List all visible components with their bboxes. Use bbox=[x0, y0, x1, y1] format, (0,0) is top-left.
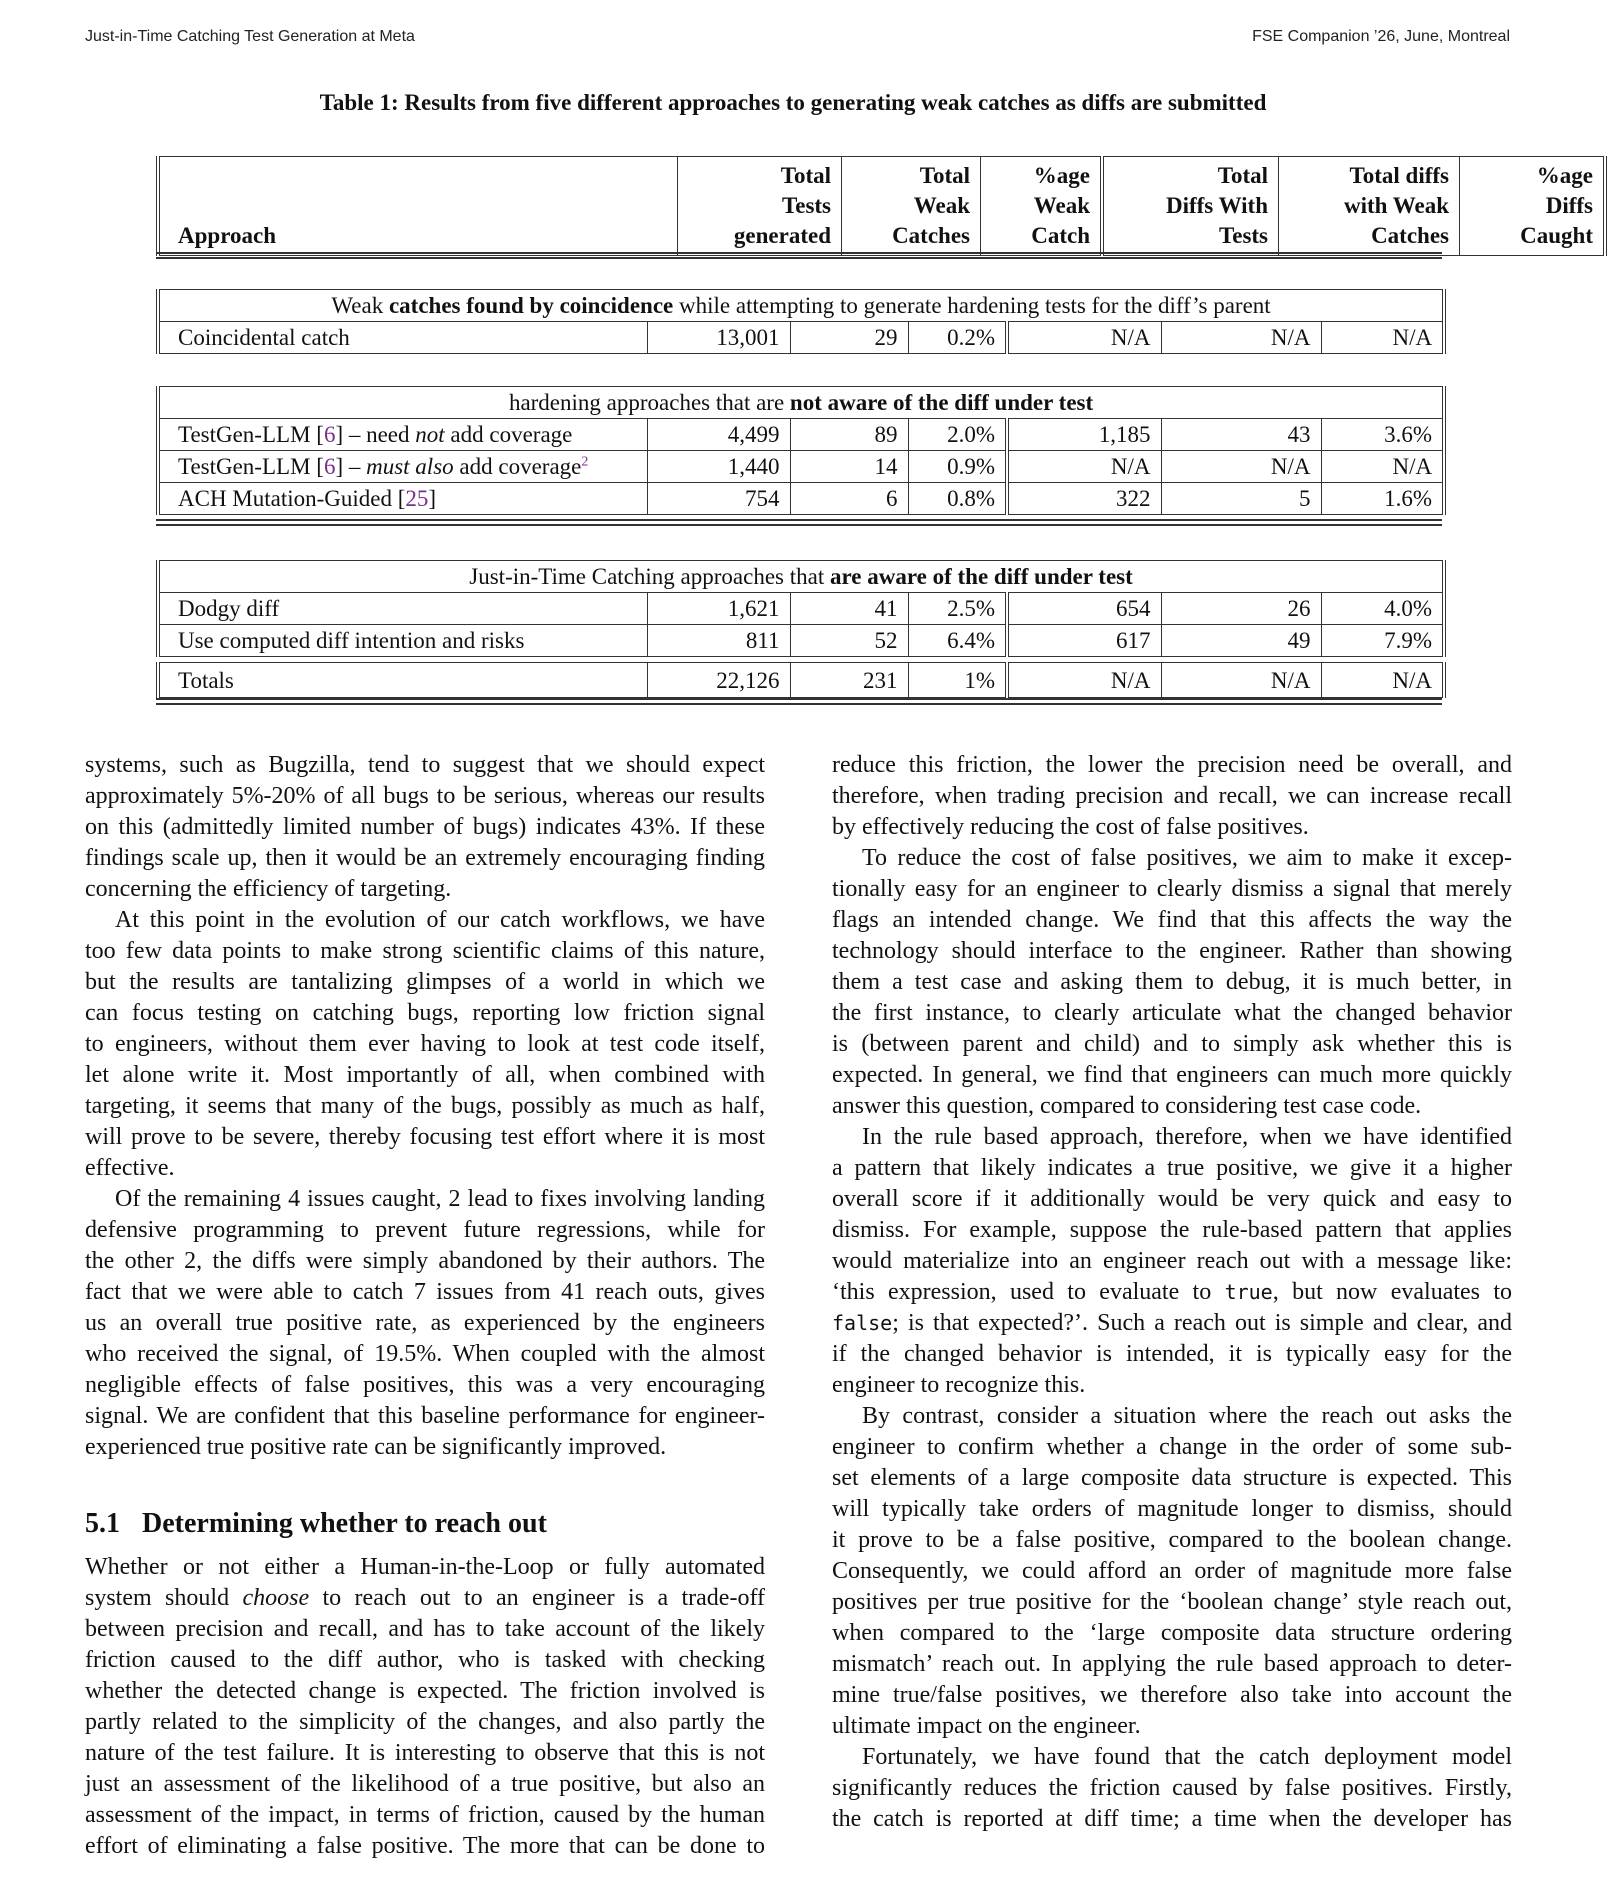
text-line: set elements of a large composite data structure is expected. This bbox=[832, 1465, 1512, 1491]
group-totals bbox=[156, 662, 1442, 698]
citation-link[interactable]: 25 bbox=[405, 486, 429, 511]
table-cell: N/A bbox=[1007, 663, 1161, 698]
table-header-block bbox=[156, 156, 1593, 256]
paragraph bbox=[832, 1122, 1512, 1401]
paragraph bbox=[85, 750, 765, 905]
table-cell: 811 bbox=[647, 625, 790, 657]
group-title-row bbox=[158, 561, 1444, 593]
text-run: ; is that expected?’. Such a reach out is simple and clear, and bbox=[892, 1310, 1512, 1336]
group-coincidental bbox=[156, 289, 1442, 354]
text-line: In the rule based approach, therefore, when we have identified bbox=[862, 1124, 1512, 1150]
paragraph bbox=[85, 1184, 765, 1463]
text-run: ] – bbox=[335, 454, 367, 479]
text-line: significantly reduces the friction caused by false positives. Firstly, bbox=[832, 1775, 1512, 1801]
table-cell: 26 bbox=[1161, 593, 1321, 625]
approach-cell bbox=[158, 483, 647, 515]
text-line: engineer to recognize this. bbox=[832, 1372, 1086, 1398]
column-header: %age Weak Catch bbox=[981, 157, 1103, 256]
table-cell: 89 bbox=[790, 419, 908, 451]
text-line: To reduce the cost of false positives, we aim to make it excep- bbox=[862, 845, 1512, 871]
text-line: will typically take orders of magnitude longer to dismiss, should bbox=[832, 1496, 1512, 1522]
text-line: ultimate impact on the engineer. bbox=[832, 1713, 1141, 1739]
table-cell: N/A bbox=[1161, 322, 1321, 354]
approach-cell bbox=[158, 625, 647, 657]
table-cell: 1,440 bbox=[647, 451, 790, 483]
text-run: Weak bbox=[331, 293, 389, 318]
table-cell: N/A bbox=[1321, 451, 1444, 483]
text-line: the catch is reported at diff time; a time when the developer has bbox=[832, 1806, 1512, 1832]
text-line bbox=[832, 1308, 1512, 1339]
text-run: Coincidental catch bbox=[178, 325, 350, 350]
text-line: Whether or not either a Human-in-the-Loop or fully automated bbox=[85, 1554, 765, 1580]
table-cell: 1% bbox=[908, 663, 1007, 698]
text-line: flags an intended change. We find that this affects the way the bbox=[832, 907, 1512, 933]
column-header: Total diffs with Weak Catches bbox=[1279, 157, 1460, 256]
text-line: defensive programming to prevent future regressions, while for bbox=[85, 1217, 765, 1243]
italic-text: choose bbox=[242, 1585, 310, 1611]
table-row bbox=[158, 322, 1444, 354]
text-run: while attempting to generate hardening tests for the diff’s parent bbox=[673, 293, 1271, 318]
group-title bbox=[158, 387, 1444, 419]
table-cell: 322 bbox=[1007, 483, 1161, 515]
text-line: overall score if it additionally would be very quick and easy to bbox=[832, 1186, 1512, 1212]
column-header: Total Tests generated bbox=[678, 157, 842, 256]
table-cell: 4,499 bbox=[647, 419, 790, 451]
table-row bbox=[158, 451, 1444, 483]
table-cell: 3.6% bbox=[1321, 419, 1444, 451]
table-cell: 5 bbox=[1161, 483, 1321, 515]
approach-cell bbox=[158, 663, 647, 698]
text-line: when compared to the ‘large composite data structure ordering bbox=[832, 1620, 1512, 1646]
code-literal: true bbox=[1224, 1280, 1273, 1304]
text-line: a pattern that likely indicates a true positive, we give it a higher bbox=[832, 1155, 1512, 1181]
text-line: to engineers, without them ever having to look at test code itself, bbox=[85, 1031, 765, 1057]
table-row bbox=[158, 625, 1444, 657]
table-cell: 52 bbox=[790, 625, 908, 657]
text-line: At this point in the evolution of our catch workflows, we have bbox=[115, 907, 765, 933]
text-line: but the results are tantalizing glimpses of a world in which we bbox=[85, 969, 765, 995]
table-caption: Table 1: Results from five different approaches to generating weak catches as diffs are submitted bbox=[319, 90, 1267, 115]
column-header: Total Weak Catches bbox=[842, 157, 981, 256]
approach-cell bbox=[158, 451, 647, 483]
table-cell: N/A bbox=[1007, 322, 1161, 354]
text-line: can focus testing on catching bugs, reporting low friction signal bbox=[85, 1000, 765, 1026]
text-line: just an assessment of the likelihood of a true positive, but also an bbox=[85, 1771, 765, 1797]
table-cell: 22,126 bbox=[647, 663, 790, 698]
text-run: Dodgy diff bbox=[178, 596, 280, 621]
text-line: too few data points to make strong scientific claims of this nature, bbox=[85, 938, 765, 964]
paragraph bbox=[85, 905, 765, 1184]
table-cell: 0.2% bbox=[908, 322, 1007, 354]
text-line: mismatch’ reach out. In applying the rule based approach to deter- bbox=[832, 1651, 1512, 1677]
text-line: systems, such as Bugzilla, tend to suggest that we should expect bbox=[85, 752, 765, 778]
double-rule bbox=[156, 698, 1442, 705]
section-heading bbox=[85, 1508, 569, 1540]
left-column-section-text bbox=[85, 1552, 765, 1862]
text-line: positives per true positive for the ‘boolean change’ style reach out, bbox=[832, 1589, 1512, 1615]
table-row bbox=[158, 419, 1444, 451]
italic-text: not bbox=[415, 422, 445, 447]
text-run: add coverage bbox=[453, 454, 582, 479]
text-line: would materialize into an engineer reach out with a message like: bbox=[832, 1248, 1512, 1274]
text-line: therefore, when trading precision and recall, we can increase recall bbox=[832, 783, 1512, 809]
text-run: ] bbox=[428, 486, 437, 511]
table-row bbox=[158, 593, 1444, 625]
text-line: effective. bbox=[85, 1155, 175, 1181]
text-line: findings scale up, then it would be an extremely encouraging finding bbox=[85, 845, 765, 871]
section-number: 5.1 bbox=[85, 1508, 120, 1539]
group-hardening bbox=[156, 386, 1442, 515]
table-cell: 754 bbox=[647, 483, 790, 515]
text-line: nature of the test failure. It is interesting to observe that this is not bbox=[85, 1740, 765, 1766]
table-header-row bbox=[158, 157, 1605, 256]
column-header: %age Diffs Caught bbox=[1460, 157, 1606, 256]
citation-link[interactable]: 6 bbox=[323, 454, 336, 479]
table-cell: 4.0% bbox=[1321, 593, 1444, 625]
text-line bbox=[832, 1277, 1512, 1308]
table-cell: 14 bbox=[790, 451, 908, 483]
table-cell: N/A bbox=[1161, 663, 1321, 698]
text-run: Use computed diff intention and risks bbox=[178, 628, 525, 653]
text-line: will prove to be severe, thereby focusing test effort where it is most bbox=[85, 1124, 765, 1150]
group-title bbox=[158, 290, 1444, 322]
text-run: Just-in-Time Catching approaches that bbox=[469, 564, 830, 589]
text-line: let alone write it. Most importantly of all, when combined with bbox=[85, 1062, 765, 1088]
table-cell: 41 bbox=[790, 593, 908, 625]
table-cell: 49 bbox=[1161, 625, 1321, 657]
bold-text: are aware of the diff under test bbox=[829, 564, 1133, 589]
table-cell: N/A bbox=[1007, 451, 1161, 483]
text-line: if the changed behavior is intended, it is typically easy for the bbox=[832, 1341, 1512, 1367]
table-cell: 6 bbox=[790, 483, 908, 515]
table-row bbox=[158, 663, 1444, 698]
table-cell: 2.5% bbox=[908, 593, 1007, 625]
text-line: it prove to be a false positive, compared to the boolean change. bbox=[832, 1527, 1512, 1553]
approach-cell bbox=[158, 322, 647, 354]
text-run: to reach out to an engineer is a trade-off bbox=[309, 1585, 765, 1611]
table-cell: 1.6% bbox=[1321, 483, 1444, 515]
text-line: approximately 5%-20% of all bugs to be serious, whereas our results bbox=[85, 783, 765, 809]
table-cell: 231 bbox=[790, 663, 908, 698]
text-line: Consequently, we could afford an order of magnitude more false bbox=[832, 1558, 1512, 1584]
text-run: add coverage bbox=[444, 422, 573, 447]
text-line: partly related to the simplicity of the changes, and also partly the bbox=[85, 1709, 765, 1735]
table-cell: 1,621 bbox=[647, 593, 790, 625]
text-line: signal. We are confident that this baseline performance for engineer- bbox=[85, 1403, 765, 1429]
table-cell: 654 bbox=[1007, 593, 1161, 625]
text-run: Totals bbox=[178, 667, 234, 693]
approach-cell bbox=[158, 419, 647, 451]
table-cell: 13,001 bbox=[647, 322, 790, 354]
text-line: between precision and recall, and has to take account of the likely bbox=[85, 1616, 765, 1642]
group-title bbox=[158, 561, 1444, 593]
text-line: By contrast, consider a situation where the reach out asks the bbox=[862, 1403, 1512, 1429]
double-rule bbox=[156, 252, 1442, 259]
text-line: experienced true positive rate can be significantly improved. bbox=[85, 1434, 667, 1460]
text-run: TestGen-LLM [ bbox=[178, 422, 324, 447]
table-cell: 0.9% bbox=[908, 451, 1007, 483]
approach-cell bbox=[158, 593, 647, 625]
footnote-marker[interactable]: 2 bbox=[581, 454, 589, 470]
text-line: them a test case and asking them to debug, it is much better, in bbox=[832, 969, 1512, 995]
text-line: Of the remaining 4 issues caught, 2 lead to fixes involving landing bbox=[115, 1186, 765, 1212]
table-cell: 617 bbox=[1007, 625, 1161, 657]
group-title-row bbox=[158, 290, 1444, 322]
text-run: ‘this expression, used to evaluate to bbox=[832, 1279, 1225, 1305]
bold-text: catches found by coincidence bbox=[388, 293, 674, 318]
table-cell: 7.9% bbox=[1321, 625, 1444, 657]
text-line: reduce this friction, the lower the precision need be overall, and bbox=[832, 752, 1512, 778]
table-cell: N/A bbox=[1161, 451, 1321, 483]
text-run: , but now evaluates to bbox=[1272, 1279, 1512, 1305]
double-rule bbox=[156, 519, 1442, 526]
group-jit-catching bbox=[156, 560, 1442, 657]
left-column-text bbox=[85, 750, 765, 1463]
table-cell: N/A bbox=[1321, 322, 1444, 354]
citation-link[interactable]: 6 bbox=[323, 422, 336, 447]
paragraph bbox=[832, 843, 1512, 1122]
text-run: TestGen-LLM [ bbox=[178, 454, 324, 479]
text-line: the other 2, the diffs were simply abandoned by their authors. The bbox=[85, 1248, 765, 1274]
paragraph bbox=[832, 750, 1512, 843]
text-line: whether the detected change is expected. The friction involved is bbox=[85, 1678, 765, 1704]
column-header: Total Diffs With Tests bbox=[1102, 157, 1279, 256]
table-cell: N/A bbox=[1321, 663, 1444, 698]
text-line: Fortunately, we have found that the catch deployment model bbox=[862, 1744, 1512, 1770]
text-line: concerning the efficiency of targeting. bbox=[85, 876, 452, 902]
table-cell: 1,185 bbox=[1007, 419, 1161, 451]
right-column-text bbox=[832, 750, 1512, 1835]
table-cell: 29 bbox=[790, 322, 908, 354]
text-line: mine true/false positives, we therefore also take into account the bbox=[832, 1682, 1512, 1708]
text-run: ] – need bbox=[335, 422, 416, 447]
text-line: us an overall true positive rate, as experienced by the engineers bbox=[85, 1310, 765, 1336]
text-line: negligible effects of false positives, this was a very encouraging bbox=[85, 1372, 765, 1398]
text-line: friction caused to the diff author, who is tasked with checking bbox=[85, 1647, 765, 1673]
text-line: the first instance, to clearly articulate what the changed behavior bbox=[832, 1000, 1512, 1026]
text-line: technology should interface to the engineer. Rather than showing bbox=[832, 938, 1512, 964]
text-line: dismiss. For example, suppose the rule-based pattern that applies bbox=[832, 1217, 1512, 1243]
table-cell: 2.0% bbox=[908, 419, 1007, 451]
paragraph bbox=[85, 1552, 765, 1862]
text-line: who received the signal, of 19.5%. When coupled with the almost bbox=[85, 1341, 765, 1367]
table-cell: 6.4% bbox=[908, 625, 1007, 657]
text-line: answer this question, compared to considering test case code. bbox=[832, 1093, 1422, 1119]
text-run: ACH Mutation-Guided [ bbox=[178, 486, 406, 511]
text-line: tionally easy for an engineer to clearly dismiss a signal that merely bbox=[832, 876, 1512, 902]
table-cell: 0.8% bbox=[908, 483, 1007, 515]
text-line: effort of eliminating a false positive. The more that can be done to bbox=[85, 1833, 765, 1859]
group-title-row bbox=[158, 387, 1444, 419]
text-line bbox=[85, 1583, 765, 1614]
text-line: on this (admittedly limited number of bugs) indicates 43%. If these bbox=[85, 814, 765, 840]
paragraph bbox=[832, 1401, 1512, 1742]
section-title: Determining whether to reach out bbox=[142, 1508, 547, 1539]
text-line: fact that we were able to catch 7 issues from 41 reach outs, gives bbox=[85, 1279, 765, 1305]
text-line: targeting, it seems that many of the bugs, possibly as much as half, bbox=[85, 1093, 765, 1119]
text-run: hardening approaches that are bbox=[508, 390, 790, 415]
paragraph bbox=[832, 1742, 1512, 1835]
column-header: Approach bbox=[158, 157, 678, 256]
text-line: is (between parent and child) and to simply ask whether this is bbox=[832, 1031, 1512, 1057]
italic-text: must also bbox=[366, 454, 454, 479]
text-line: engineer to confirm whether a change in the order of some sub- bbox=[832, 1434, 1512, 1460]
running-header-venue: FSE Companion ’26, June, Montreal bbox=[1252, 28, 1510, 45]
text-line: assessment of the impact, in terms of friction, caused by the human bbox=[85, 1802, 765, 1828]
table-cell: 43 bbox=[1161, 419, 1321, 451]
running-header-title: Just-in-Time Catching Test Generation at Meta bbox=[85, 28, 415, 45]
text-line: expected. In general, we find that engineers can much more quickly bbox=[832, 1062, 1512, 1088]
text-line: by effectively reducing the cost of false positives. bbox=[832, 814, 1309, 840]
bold-text: not aware of the diff under test bbox=[789, 390, 1094, 415]
table-row bbox=[158, 483, 1444, 515]
code-literal: false bbox=[832, 1311, 893, 1335]
text-run: system should bbox=[85, 1585, 243, 1611]
